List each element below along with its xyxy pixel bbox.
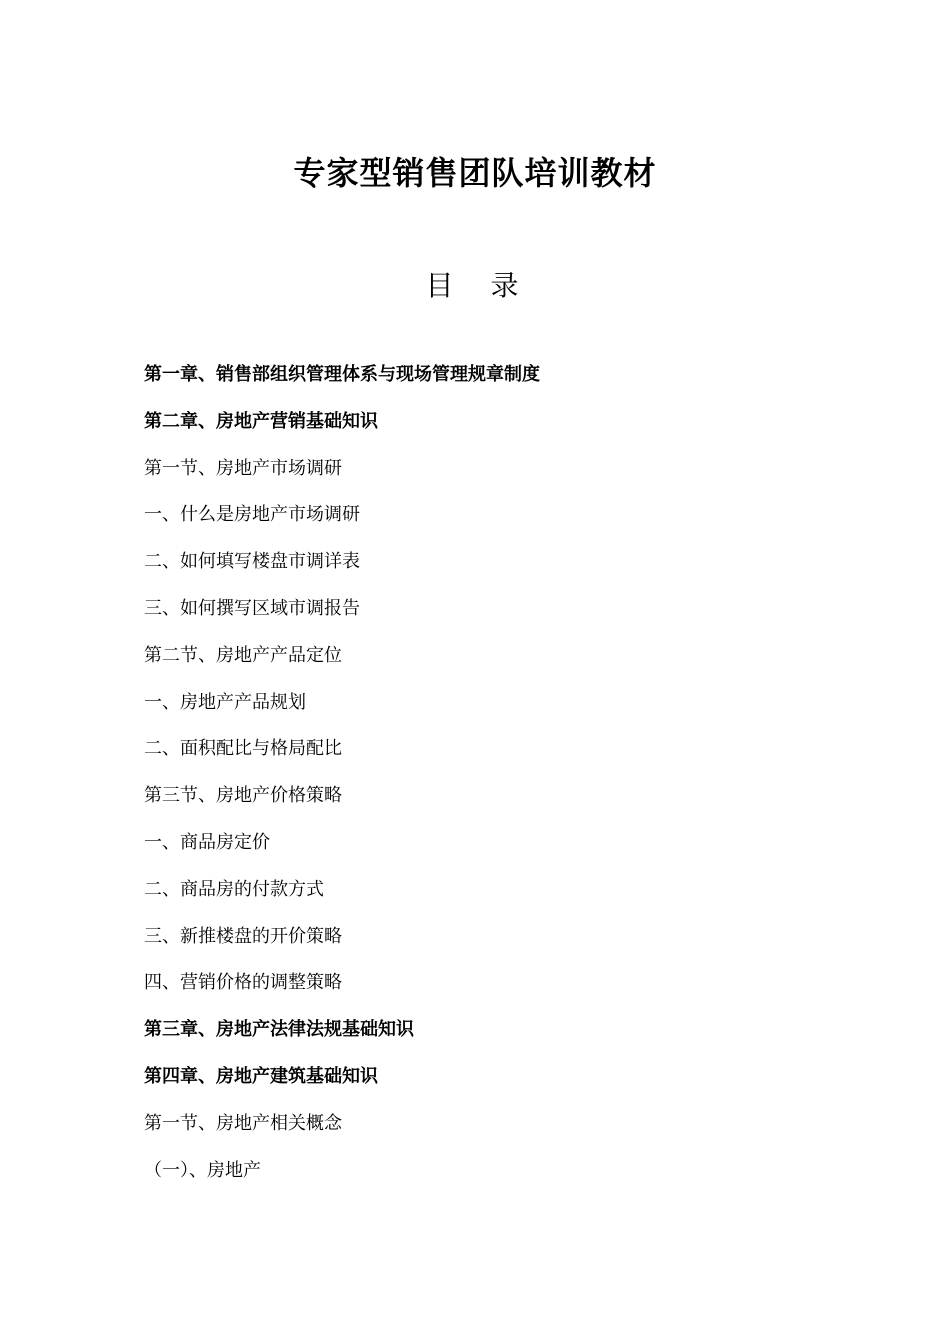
toc-item: 一、房地产产品规划: [144, 691, 306, 713]
toc-item: 第一章、销售部组织管理体系与现场管理规章制度: [144, 364, 540, 385]
toc-item: 四、营销价格的调整策略: [144, 972, 342, 994]
toc-item: 一、什么是房地产市场调研: [144, 504, 360, 526]
toc-item: 第四章、房地产建筑基础知识: [144, 1065, 378, 1087]
document-title: 专家型销售团队培训教材: [293, 154, 657, 193]
toc-list: [144, 362, 844, 1204]
toc-heading: 目 录: [425, 269, 533, 302]
toc-item: 三、如何撰写区域市调报告: [144, 597, 360, 619]
toc-item: 二、如何填写楼盘市调详表: [144, 551, 360, 573]
toc-item: 第一节、房地产市场调研: [144, 457, 342, 479]
toc-item: 第一节、房地产相关概念: [144, 1112, 342, 1134]
toc-item: 第三章、房地产法律法规基础知识: [144, 1019, 414, 1041]
toc-item: 一、商品房定价: [144, 831, 270, 853]
toc-item: 二、商品房的付款方式: [144, 878, 324, 900]
toc-item: 第二章、房地产营销基础知识: [144, 410, 378, 432]
toc-item: 第二节、房地产产品定位: [144, 644, 342, 666]
toc-item: 第三节、房地产价格策略: [144, 785, 342, 807]
toc-item: 三、新推楼盘的开价策略: [144, 925, 342, 947]
toc-item: （一）、房地产: [144, 1159, 261, 1181]
toc-item: 二、面积配比与格局配比: [144, 738, 342, 760]
